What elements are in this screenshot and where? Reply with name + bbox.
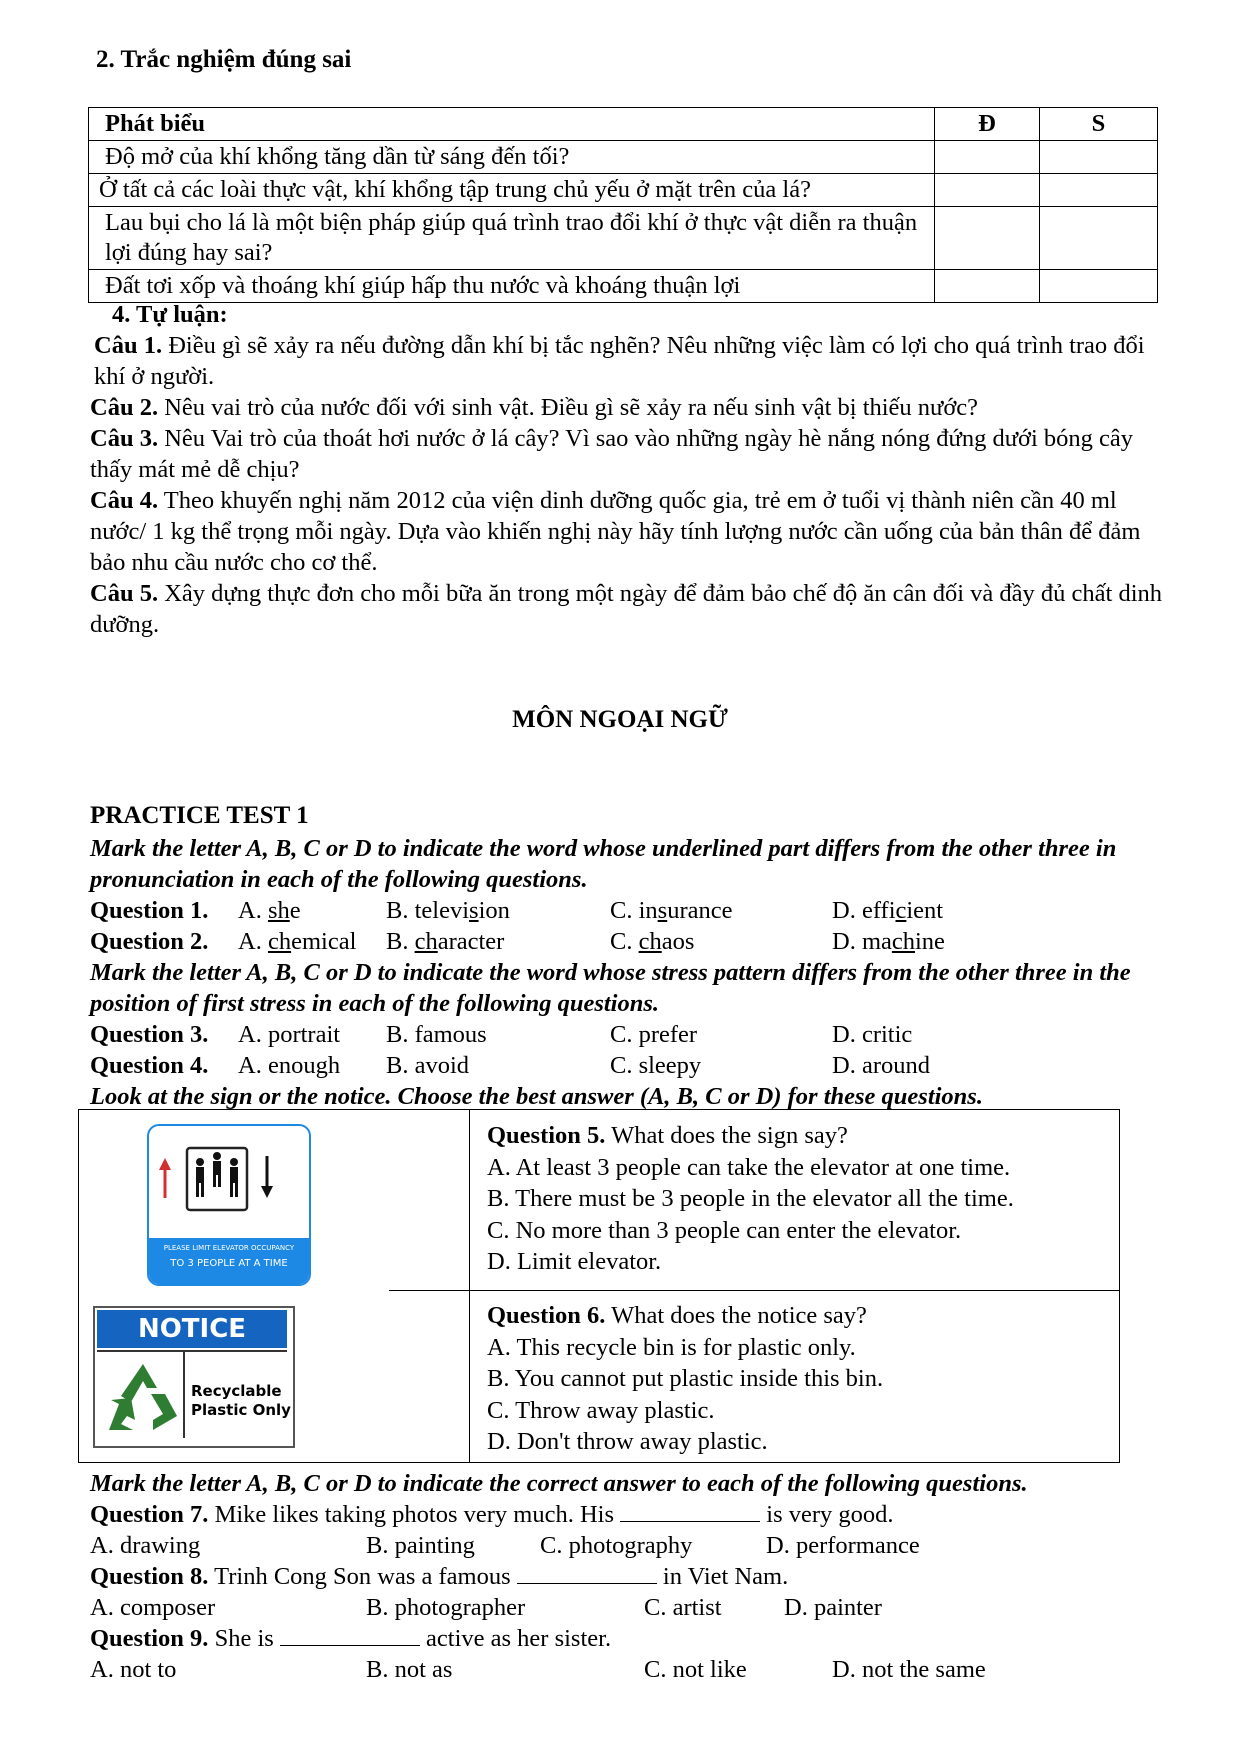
option-c[interactable]: C. not like	[644, 1656, 747, 1683]
option-b[interactable]: B. not as	[366, 1656, 453, 1683]
question-label: Question 2.	[90, 928, 209, 955]
question-label: Question 9.	[90, 1625, 209, 1652]
header-statement: Phát biểu	[89, 108, 935, 141]
essay-text: Theo khuyến nghị năm 2012 của viện dinh dưỡng quốc gia, trẻ em ở tuổi vị thành niên cần 40 ml nước/ 1 kg thể trọng mỗi ngày. Dựa vào khiến nghị này hãy tính lượng nước cần uống của bản thân để đảm bảo nhu cầu nước cho cơ thể.	[90, 487, 1141, 576]
answer-cell-true[interactable]	[935, 174, 1040, 207]
sign-banner	[149, 1238, 309, 1286]
essay-text: Nêu vai trò của nước đối với sinh vật. Điều gì sẽ xảy ra nếu sinh vật bị thiếu nước?	[158, 394, 979, 421]
option-a[interactable]: A. enough	[238, 1052, 341, 1079]
instruction-pronunciation: Mark the letter A, B, C or D to indicate the word whose underlined part differs from the other three in pronunciation in each of the following questions.	[90, 835, 1117, 893]
true-false-table	[88, 107, 1158, 303]
option-d[interactable]: D. Limit elevator.	[487, 1248, 662, 1275]
option-c[interactable]: C. No more than 3 people can enter the elevator.	[487, 1216, 962, 1244]
question-7-stem: Question 7. Mike likes taking photos very much. His is very good.	[90, 1501, 894, 1528]
notice-line2: Plastic Only	[191, 1401, 291, 1419]
question-5	[487, 1120, 1014, 1278]
option-d[interactable]: D. critic	[832, 1021, 913, 1048]
section4-title: 4. Tự luận:	[112, 301, 228, 328]
answer-cell-false[interactable]	[1040, 141, 1158, 174]
option-d[interactable]: D. efficient	[832, 897, 944, 924]
table-row	[89, 141, 1158, 174]
elevator-sign	[147, 1124, 311, 1286]
question-label: Question 6.	[487, 1302, 606, 1329]
sign-text-line2: TO 3 PEOPLE AT A TIME	[170, 1258, 288, 1269]
instruction-signs: Look at the sign or the notice. Choose the best answer (A, B, C or D) for these questions.	[90, 1083, 983, 1110]
essay-question-5	[90, 578, 1172, 640]
elevator-icon	[149, 1126, 309, 1236]
answer-blank[interactable]	[620, 1503, 760, 1522]
essay-text: Nêu Vai trò của thoát hơi nước ở lá cây? Vì sao vào những ngày hè nắng nóng đứng dưới bóng cây thấy mát mẻ dễ chịu?	[90, 425, 1134, 483]
statement-cell: Ở tất cả các loài thực vật, khí khổng tập trung chủ yếu ở mặt trên của lá?	[89, 174, 935, 207]
question-9-stem: Question 9. She is active as her sister.	[90, 1625, 612, 1652]
question-label: Question 3.	[90, 1021, 209, 1048]
option-d[interactable]: D. painter	[784, 1594, 882, 1621]
answer-blank[interactable]	[280, 1627, 420, 1646]
instruction-stress: Mark the letter A, B, C or D to indicate the word whose stress pattern differs from the other three in the position of first stress in each of the following questions.	[90, 959, 1131, 1017]
option-a[interactable]: A. portrait	[238, 1021, 341, 1048]
option-a[interactable]: A. This recycle bin is for plastic only.	[487, 1333, 856, 1361]
divider	[389, 1290, 1119, 1291]
answer-cell-true[interactable]	[935, 270, 1040, 303]
question-6	[487, 1300, 883, 1458]
option-b[interactable]: B. television	[386, 897, 510, 924]
option-b[interactable]: B. photographer	[366, 1594, 526, 1621]
question-stem: What does the notice say?	[605, 1302, 867, 1329]
statement-cell: Độ mở của khí khổng tăng dần từ sáng đến tối?	[89, 141, 935, 174]
option-c[interactable]: C. chaos	[610, 928, 695, 955]
essay-text: Xây dựng thực đơn cho mỗi bữa ăn trong một ngày để đảm bảo chế độ ăn cân đối và đầy đủ chất dinh dưỡng.	[90, 580, 1163, 638]
table-row	[89, 270, 1158, 303]
option-b[interactable]: B. famous	[386, 1021, 487, 1048]
option-c[interactable]: C. insurance	[610, 897, 733, 924]
question-stem: What does the sign say?	[605, 1122, 848, 1149]
answer-cell-true[interactable]	[935, 207, 1040, 270]
question-label: Question 8.	[90, 1563, 209, 1590]
answer-cell-false[interactable]	[1040, 270, 1158, 303]
answer-cell-false[interactable]	[1040, 207, 1158, 270]
essay-label: Câu 3.	[90, 425, 159, 452]
answer-blank[interactable]	[517, 1565, 657, 1584]
question-label: Question 5.	[487, 1122, 606, 1149]
option-a[interactable]: A. drawing	[90, 1532, 201, 1559]
option-c[interactable]: C. Throw away plastic.	[487, 1396, 715, 1424]
question-label: Question 4.	[90, 1052, 209, 1079]
subject-title: MÔN NGOẠI NGỮ	[512, 706, 728, 733]
option-a[interactable]: A. she	[238, 897, 301, 924]
essay-label: Câu 5.	[90, 580, 159, 607]
option-b[interactable]: B. avoid	[386, 1052, 470, 1079]
option-c[interactable]: C. photography	[540, 1532, 693, 1559]
test-title: PRACTICE TEST 1	[90, 802, 309, 829]
question-label: Question 7.	[90, 1501, 209, 1528]
option-c[interactable]: C. sleepy	[610, 1052, 702, 1079]
sign-question-box	[78, 1109, 1120, 1463]
table-header-row	[89, 108, 1158, 141]
essay-label: Câu 2.	[90, 394, 159, 421]
table-row	[89, 174, 1158, 207]
option-c[interactable]: C. artist	[644, 1594, 722, 1621]
essay-label: Câu 1.	[94, 332, 163, 359]
option-b[interactable]: B. There must be 3 people in the elevator all the time.	[487, 1185, 1014, 1212]
table-row	[89, 207, 1158, 270]
section2-title: 2. Trắc nghiệm đúng sai	[96, 46, 352, 73]
option-d[interactable]: D. not the same	[832, 1656, 986, 1683]
option-a[interactable]: A. At least 3 people can take the elevator at one time.	[487, 1153, 1011, 1181]
option-d[interactable]: D. around	[832, 1052, 930, 1079]
option-a[interactable]: A. chemical	[238, 928, 357, 955]
answer-cell-false[interactable]	[1040, 174, 1158, 207]
statement-cell: Lau bụi cho lá là một biện pháp giúp quá trình trao đổi khí ở thực vật diễn ra thuận lợi đúng hay sai?	[89, 207, 935, 270]
answer-cell-true[interactable]	[935, 141, 1040, 174]
notice-header: NOTICE	[97, 1310, 287, 1348]
essay-question-4	[90, 485, 1172, 578]
instruction-correct-answer: Mark the letter A, B, C or D to indicate the correct answer to each of the following questions.	[90, 1470, 1028, 1497]
option-b[interactable]: B. character	[386, 928, 505, 955]
option-d[interactable]: D. machine	[832, 928, 945, 955]
essay-label: Câu 4.	[90, 487, 159, 514]
notice-line1: Recyclable	[191, 1382, 282, 1400]
essay-question-3	[90, 423, 1172, 485]
option-c[interactable]: C. prefer	[610, 1021, 698, 1048]
recycle-icon	[103, 1358, 183, 1438]
option-b[interactable]: B. painting	[366, 1532, 475, 1559]
question-label: Question 1.	[90, 897, 209, 924]
notice-sign	[93, 1306, 295, 1448]
option-a[interactable]: A. not to	[90, 1656, 177, 1683]
option-d[interactable]: D. performance	[766, 1532, 920, 1559]
statement-cell: Đất tơi xốp và thoáng khí giúp hấp thu nước và khoáng thuận lợi	[89, 270, 935, 303]
option-b[interactable]: B. You cannot put plastic inside this bin.	[487, 1365, 884, 1392]
question-8-stem: Question 8. Trinh Cong Son was a famous in Viet Nam.	[90, 1563, 789, 1590]
header-false: S	[1040, 108, 1158, 141]
header-true: Đ	[935, 108, 1040, 141]
essay-text: Điều gì sẽ xảy ra nếu đường dẫn khí bị tắc nghẽn? Nêu những việc làm có lợi cho quá trình trao đổi khí ở người.	[94, 332, 1145, 390]
sign-text-line1: PLEASE LIMIT ELEVATOR OCCUPANCY	[163, 1244, 295, 1252]
option-d[interactable]: D. Don't throw away plastic.	[487, 1428, 768, 1455]
option-a[interactable]: A. composer	[90, 1594, 216, 1621]
essay-question-1	[94, 330, 1172, 392]
essay-question-2	[90, 392, 1172, 423]
divider	[469, 1110, 470, 1462]
